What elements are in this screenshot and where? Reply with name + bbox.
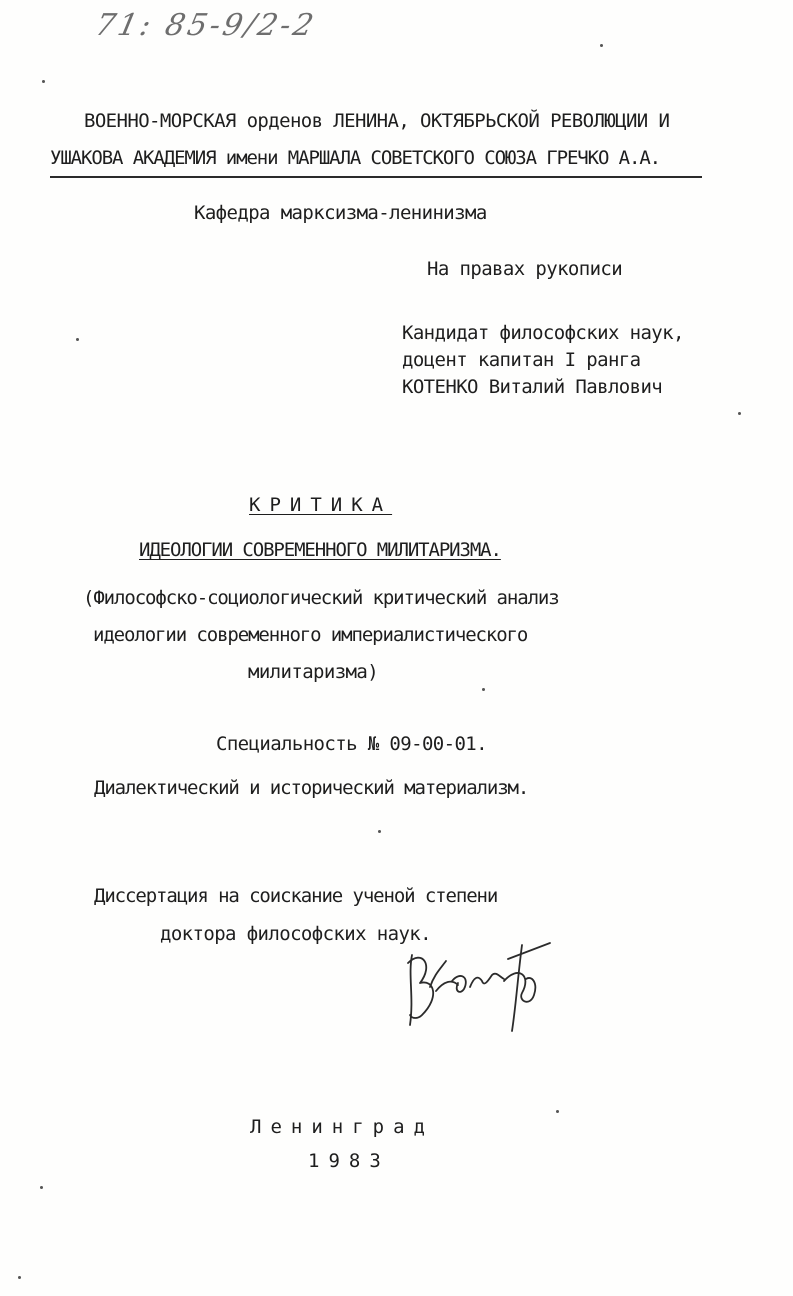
paper-speck (42, 80, 45, 83)
department-name: Кафедра марксизма-ленинизма (194, 202, 487, 224)
academy-name-line-1: ВОЕННО-МОРСКАЯ орденов ЛЕНИНА, ОКТЯБРЬСКОЙ РЕВОЛЮЦИИ И (84, 110, 670, 132)
author-name: КОТЕНКО Виталий Павлович (402, 376, 663, 398)
paper-speck (600, 44, 603, 47)
dissertation-title: КРИТИКА (249, 494, 393, 516)
dissertation-subtitle: ИДЕОЛОГИИ СОВРЕМЕННОГО МИЛИТАРИЗМА. (139, 539, 501, 561)
paper-speck (40, 1186, 43, 1189)
specialty-name: Диалектический и исторический материализм. (94, 777, 529, 799)
paper-speck (378, 830, 381, 833)
paper-speck (76, 338, 79, 341)
author-degree: Кандидат философских наук, (402, 322, 684, 344)
paper-speck (18, 1276, 21, 1279)
academy-name-line-2: УШАКОВА АКАДЕМИЯ имени МАРШАЛА СОВЕТСКОГО СОЮЗА ГРЕЧКО А.А. (50, 147, 660, 169)
paper-speck (556, 1110, 559, 1113)
publication-place: Ленинград (250, 1116, 434, 1138)
title-description-line-1: (Философско-социологический критический анализ (83, 587, 559, 609)
paper-speck (738, 412, 741, 415)
manuscript-note: На правах рукописи (427, 258, 623, 280)
title-description-line-2: идеологии современного империалистического (93, 624, 528, 646)
degree-statement-line-2: доктора философских наук. (160, 923, 431, 945)
title-description-line-3: милитаризма) (248, 661, 379, 683)
paper-speck (482, 688, 485, 691)
header-divider (50, 176, 702, 178)
specialty-code: Специальность № 09-00-01. (216, 733, 487, 755)
publication-year: 1983 (308, 1150, 390, 1172)
degree-statement-line-1: Диссертация на соискание ученой степени (94, 885, 498, 907)
author-rank: доцент капитан I ранга (402, 349, 641, 371)
archive-handwritten-mark: 71: 85-9/2-2 (92, 8, 320, 43)
author-signature (400, 935, 570, 1035)
